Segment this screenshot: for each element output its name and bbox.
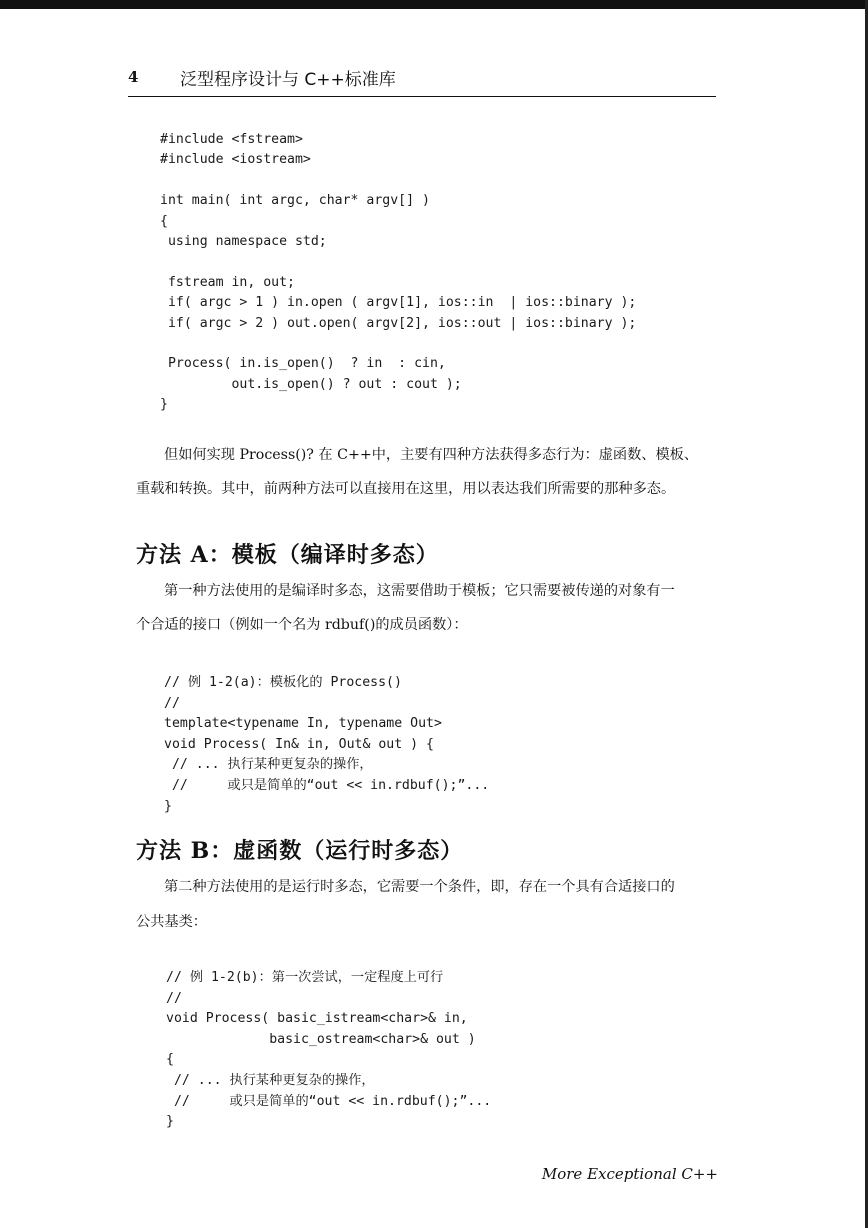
code-block-virtual-example (166, 968, 491, 1133)
code-line: // (166, 990, 182, 1006)
code-line: void Process( basic_istream<char>& in, (166, 1011, 468, 1027)
section-b-text-line-2: 公共基类： (136, 914, 207, 930)
code-block-main (160, 130, 636, 416)
code-line: // 或只是简单的“out << in.rdbuf();”... (166, 1093, 492, 1109)
code-line: if( argc > 2 ) out.open( argv[2], ios::out | ios::binary ); (160, 315, 637, 331)
code-block-template-example (164, 673, 489, 817)
code-line: if( argc > 1 ) in.open ( argv[1], ios::in | ios::binary ); (160, 295, 637, 311)
section-heading-method-a: 方法 A：模板（编译时多态） (136, 542, 439, 568)
code-line: void Process( In& in, Out& out ) { (164, 736, 434, 752)
page-header (128, 64, 716, 97)
code-line: } (164, 798, 172, 814)
code-line: int main( int argc, char* argv[] ) (160, 193, 430, 209)
page-number: 4 (128, 68, 139, 86)
paragraph-intro-line-2: 重载和转换。其中，前两种方法可以直接用在这里，用以表达我们所需要的那种多态。 (136, 481, 676, 497)
code-line: basic_ostream<char>& out ) (166, 1031, 476, 1047)
scan-edge-top (0, 0, 868, 9)
code-line: using namespace std; (160, 234, 327, 250)
code-line: #include <fstream> (160, 132, 303, 147)
section-a-text-line-1: 第一种方法使用的是编译时多态，这需要借助于模板；它只需要被传递的对象有一 (164, 583, 675, 599)
code-line: // ... 执行某种更复杂的操作， (166, 1072, 375, 1088)
code-line: template<typename In, typename Out> (164, 716, 442, 732)
running-head-title: 泛型程序设计与 C++标准库 (180, 70, 396, 90)
code-line (160, 252, 636, 272)
code-line: } (160, 397, 168, 413)
code-line: { (166, 1052, 174, 1068)
code-line: { (160, 213, 168, 229)
code-line: Process( in.is_open() ? in : cin, (160, 356, 446, 372)
code-line (160, 334, 636, 354)
code-line: fstream in, out; (160, 274, 295, 290)
code-line: out.is_open() ? out : cout ); (160, 376, 462, 392)
code-line: // 例 1-2(b)：第一次尝试，一定程度上可行 (166, 970, 444, 985)
code-line (160, 171, 636, 191)
section-b-text-line-1: 第二种方法使用的是运行时多态，它需要一个条件，即，存在一个具有合适接口的 (164, 879, 675, 895)
code-line: // ... 执行某种更复杂的操作， (164, 757, 373, 773)
code-line: // 或只是简单的“out << in.rdbuf();”... (164, 777, 490, 793)
section-heading-method-b: 方法 B：虚函数（运行时多态） (136, 838, 464, 864)
code-line: } (166, 1114, 174, 1130)
section-a-text-line-2: 个合适的接口（例如一个名为 rdbuf()的成员函数）： (136, 617, 468, 633)
code-line: // 例 1-2(a)：模板化的 Process() (164, 675, 402, 690)
running-foot-title: More Exceptional C++ (541, 1165, 718, 1183)
paragraph-intro-line-1: 但如何实现 Process()? 在 C++中，主要有四种方法获得多态行为：虚函数、模板、 (164, 447, 699, 463)
code-line: // (164, 695, 180, 711)
code-line: #include <iostream> (160, 152, 311, 168)
